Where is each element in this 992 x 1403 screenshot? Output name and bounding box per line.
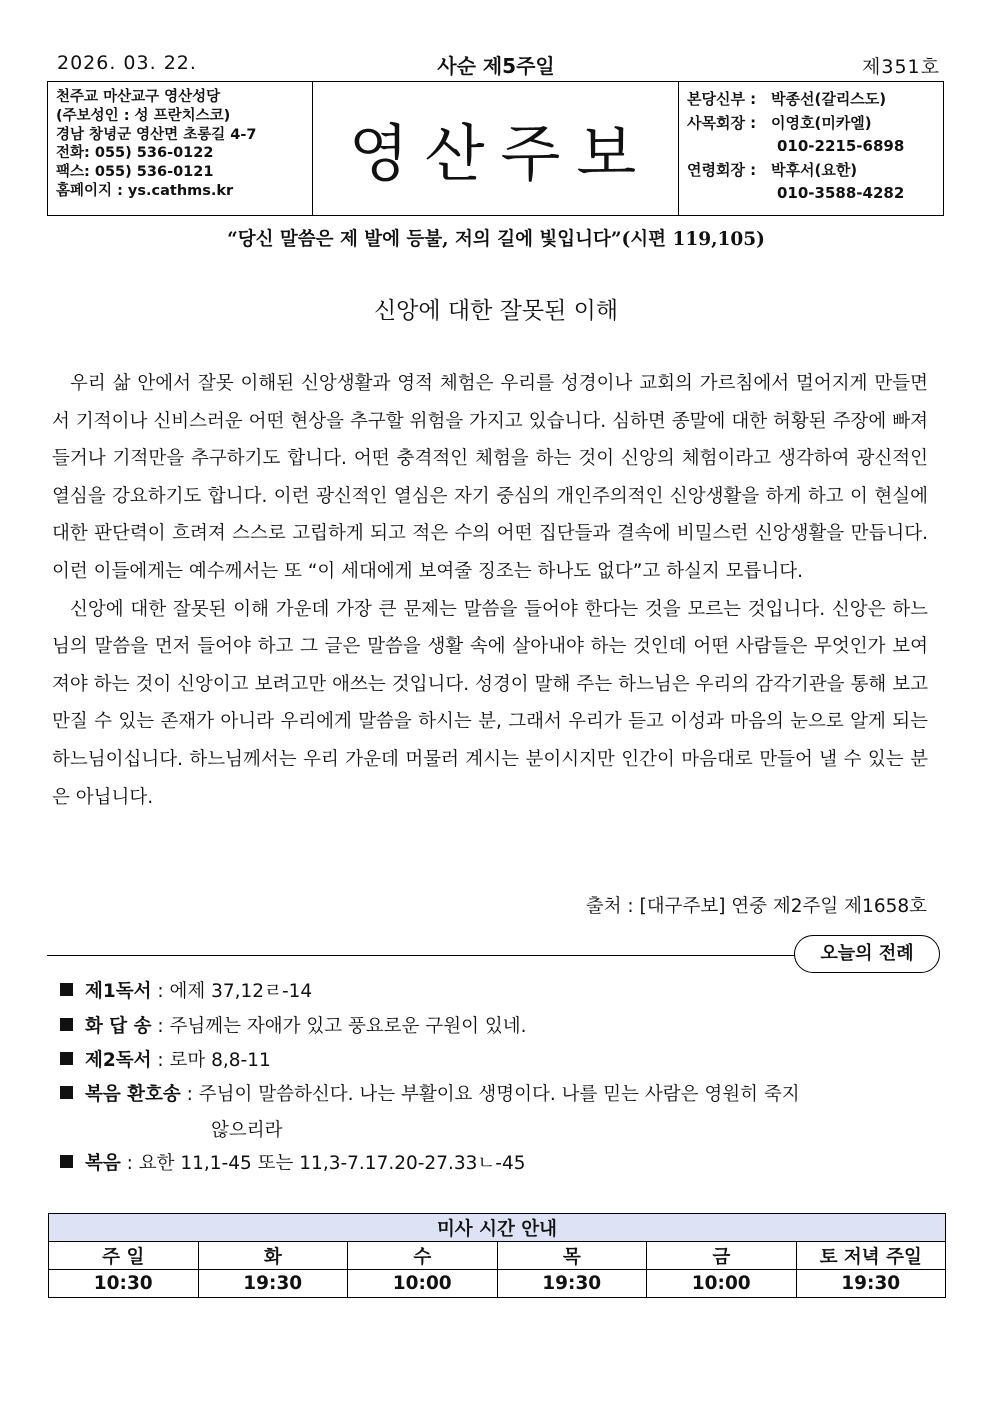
pastor-label: 본당신부 : (687, 90, 757, 108)
parish-name: 천주교 마산교구 영산성당 (56, 89, 221, 105)
council-row (687, 112, 943, 136)
pastor-row (687, 88, 943, 112)
article-body (52, 365, 928, 816)
parish-homepage: 홈페이지 : ys.cathms.kr (56, 182, 234, 199)
council-label: 사목회장 : (687, 113, 757, 132)
parish-fax: 팩스: 055) 536-0121 (56, 164, 214, 181)
article-paragraph: 신앙에 대한 잘못된 이해 가운데 가장 큰 문제는 말씀을 들어야 한다는 것을 모르는 것입니다. 신앙은 하느님의 말씀을 먼저 들어야 하고 그 글은 말씀을 생활 속에 살아내야 하는 것인데 어떤 사람들은 무엇인가 보여져야 하는 것이 신앙이고 보려고만 애쓰는 것입니다. 성경이 말해 주는 하느님은 우리의 감각기관을 통해 보고 만질 수 있는 존재가 아니라 우리에게 말씀을 하시는 분, 그래서 우리가 듣고 이성과 마음의 눈으로 알게 되는 하느님이십니다. 하느님께서는 우리 가운데 머물러 계시는 분이시지만 인간이 마음대로 만들어 낼 수 있는 분은 아닙니다. (52, 598, 928, 808)
council-phone: 010-2215-6898 (777, 137, 905, 155)
first-reading-label: 제1독서 (85, 981, 152, 1002)
funeral-union-name: 박후서(요한) (771, 160, 858, 179)
patron-saint: (주보성인 : 성 프란치스코) (56, 107, 231, 124)
parish-info (48, 82, 313, 215)
acclamation-text: : 주님이 말씀하신다. 나는 부활이요 생명이다. 나를 믿는 사람은 영원히 죽지 (180, 1084, 800, 1105)
council-name: 이영호(미카엘) (771, 113, 872, 132)
gospel-label: 복음 (85, 1153, 121, 1174)
square-bullet-icon (60, 1052, 73, 1065)
mass-time: 19:30 (497, 1270, 647, 1298)
gospel (60, 1149, 525, 1175)
mass-day: 화 (198, 1242, 348, 1270)
bulletin-date: 2026. 03. 22. (57, 52, 197, 74)
pastor-name: 박종선(갈리스도) (771, 90, 887, 108)
masthead-title: 영산주보 (348, 117, 653, 190)
article-title: 신앙에 대한 잘못된 이해 (373, 298, 619, 324)
issue-number: 제351호 (862, 56, 940, 78)
acclamation-label: 복음 환호송 (85, 1084, 181, 1105)
mass-time: 10:00 (348, 1270, 498, 1298)
square-bullet-icon (60, 1018, 73, 1031)
psalm-label: 화 답 송 (85, 1016, 152, 1037)
scripture-motto: “당신 말씀은 제 발에 등불, 저의 길에 빛입니다”(시편 119,105) (227, 229, 765, 250)
second-reading-text: : 로마 8,8-11 (151, 1050, 271, 1071)
article-paragraph: 우리 삶 안에서 잘못 이해된 신앙생활과 영적 체험은 우리를 성경이나 교회의 가르침에서 멀어지게 만들면서 기적이나 신비스러운 어떤 현상을 추구할 위험을 가지고 있습니다. 심하면 종말에 대한 허황된 주장에 빠져들거나 기적만을 추구하기도 합니다. 어떤 충격적인 체험을 하는 것이 신앙의 체험이라고 생각하여 광신적인 열심을 강요하기도 합니다. 이런 광신적인 열심은 자기 중심의 개인주의적인 신앙생활을 하게 하고 이 현실에 대한 판단력이 흐려져 스스로 고립하게 되고 적은 수의 어떤 집단들과 결속에 비밀스런 신앙생활을 만듭니다. 이런 이들에게는 예수께서는 또 “이 세대에게 보여줄 징조는 하나도 없다”고 하실지 모릅니다. (52, 373, 928, 582)
mass-day: 수 (348, 1242, 498, 1270)
mass-time: 10:30 (49, 1270, 199, 1298)
funeral-union-row (687, 159, 943, 183)
mass-schedule-table (48, 1213, 946, 1298)
parish-phone: 전화: 055) 536-0122 (56, 145, 214, 162)
gospel-text: : 요한 11,1-45 또는 11,3-7.17.20-27.33ㄴ-45 (120, 1153, 526, 1174)
liturgical-sunday: 사순 제5주일 (437, 54, 555, 78)
parish-address: 경남 창녕군 영산면 초롱길 4-7 (56, 126, 257, 143)
funeral-union-label: 연령회장 : (687, 160, 757, 179)
article-source: 출처 : [대구주보] 연중 제2주일 제1658호 (585, 896, 927, 917)
liturgy-section-label: 오늘의 전례 (794, 935, 940, 973)
mass-days-row (49, 1242, 946, 1270)
funeral-union-phone: 010-3588-4282 (777, 184, 905, 202)
mass-day: 토 저녁 주일 (796, 1242, 946, 1270)
second-reading (60, 1046, 271, 1072)
first-reading (60, 977, 312, 1003)
second-reading-label: 제2독서 (85, 1050, 152, 1071)
square-bullet-icon (60, 1155, 73, 1168)
psalm-text: : 주님께는 자애가 있고 풍요로운 구원이 있네. (151, 1016, 527, 1037)
mass-day: 금 (647, 1242, 797, 1270)
masthead-title-cell (313, 82, 679, 215)
responsorial-psalm (60, 1012, 526, 1038)
square-bullet-icon (60, 1086, 73, 1099)
mass-time: 19:30 (796, 1270, 946, 1298)
square-bullet-icon (60, 983, 73, 996)
masthead (47, 81, 944, 216)
acclamation-text-cont: 않으리라 (211, 1120, 283, 1141)
mass-time: 19:30 (198, 1270, 348, 1298)
mass-day: 주 일 (49, 1242, 199, 1270)
mass-day: 목 (497, 1242, 647, 1270)
mass-schedule-caption: 미사 시간 안내 (49, 1214, 946, 1242)
first-reading-text: : 에제 37,12ㄹ-14 (151, 981, 313, 1002)
staff-info (679, 82, 943, 215)
mass-time: 10:00 (647, 1270, 797, 1298)
mass-times-row (49, 1270, 946, 1298)
gospel-acclamation (60, 1080, 800, 1141)
section-divider (47, 955, 807, 956)
